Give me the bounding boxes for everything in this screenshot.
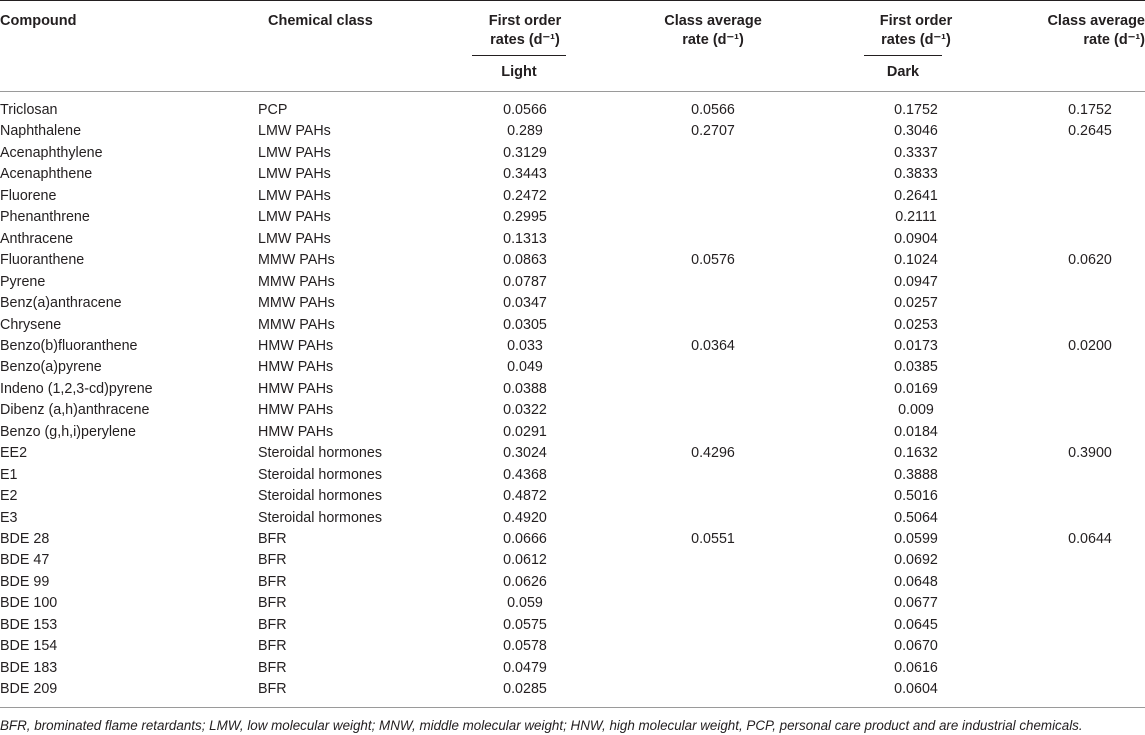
class-cell: MMW PAHs bbox=[258, 252, 335, 269]
class-cell: LMW PAHs bbox=[258, 187, 331, 204]
header-rule bbox=[0, 91, 1145, 92]
light-rate-cell: 0.2995 bbox=[503, 209, 547, 226]
class-cell: BFR bbox=[258, 531, 287, 547]
light-rate-cell: 0.3443 bbox=[503, 166, 547, 183]
header-class-average-light bbox=[648, 12, 778, 50]
compound-cell: Benzo (g,h,i)perylene bbox=[0, 423, 136, 440]
compound-cell: E2 bbox=[0, 488, 18, 505]
dark-rate-cell: 0.0677 bbox=[894, 595, 938, 612]
light-rate-cell: 0.2472 bbox=[503, 187, 547, 204]
dark-rate-cell: 0.0169 bbox=[894, 380, 938, 397]
dark-rate-cell: 0.0257 bbox=[894, 295, 938, 312]
dark-average-cell: 0.0620 bbox=[1068, 252, 1112, 269]
class-cell: BFR bbox=[258, 616, 287, 633]
dark-subheader: Dark bbox=[886, 64, 920, 80]
class-cell: Steroidal hormones bbox=[258, 509, 382, 526]
compound-cell: EE2 bbox=[0, 445, 28, 462]
light-rate-cell: 0.0388 bbox=[503, 380, 547, 397]
table-row bbox=[0, 400, 1145, 421]
table-row bbox=[0, 508, 1145, 529]
light-rate-cell: 0.0666 bbox=[503, 531, 547, 547]
light-rate-cell: 0.059 bbox=[507, 595, 543, 612]
table-row bbox=[0, 593, 1145, 614]
dark-rate-cell: 0.0173 bbox=[894, 337, 938, 354]
dark-rate-cell: 0.2641 bbox=[894, 187, 938, 204]
compound-cell: Pyrene bbox=[0, 273, 46, 290]
compound-cell: BDE 183 bbox=[0, 659, 58, 676]
compound-cell: Chrysene bbox=[0, 316, 62, 333]
table-row bbox=[0, 443, 1145, 464]
light-rate-cell: 0.0863 bbox=[503, 252, 547, 269]
table-row bbox=[0, 315, 1145, 336]
dark-rate-cell: 0.0648 bbox=[894, 573, 938, 590]
class-cell: Steroidal hormones bbox=[258, 445, 382, 462]
header-class-average-dark-line2: rate (d⁻¹) bbox=[1083, 32, 1145, 48]
class-cell: MMW PAHs bbox=[258, 316, 335, 333]
table-row bbox=[0, 658, 1145, 679]
dark-rate-cell: 0.0184 bbox=[894, 423, 938, 440]
compound-cell: Fluorene bbox=[0, 187, 57, 204]
class-cell: HMW PAHs bbox=[258, 359, 334, 376]
header-chemical-class: Chemical class bbox=[268, 13, 373, 29]
light-rate-cell: 0.0626 bbox=[503, 573, 547, 590]
light-average-cell: 0.4296 bbox=[691, 445, 735, 462]
compound-cell: Naphthalene bbox=[0, 123, 82, 140]
class-cell: LMW PAHs bbox=[258, 166, 331, 183]
class-cell: BFR bbox=[258, 659, 287, 676]
light-average-cell: 0.0576 bbox=[691, 252, 735, 269]
compound-cell: Dibenz (a,h)anthracene bbox=[0, 402, 150, 419]
class-cell: BFR bbox=[258, 573, 287, 590]
dark-average-cell: 0.2645 bbox=[1068, 123, 1112, 140]
table-row bbox=[0, 422, 1145, 443]
dark-rate-cell: 0.0616 bbox=[894, 659, 938, 676]
table-row bbox=[0, 465, 1145, 486]
light-rate-cell: 0.049 bbox=[507, 359, 543, 376]
header-class-average-dark-line1: Class average bbox=[1047, 13, 1145, 29]
dark-rate-cell: 0.5064 bbox=[894, 509, 938, 526]
class-cell: HMW PAHs bbox=[258, 380, 334, 397]
dark-rate-cell: 0.0947 bbox=[894, 273, 938, 290]
dark-underline bbox=[864, 55, 942, 56]
table-row bbox=[0, 121, 1145, 142]
header-class-average-light-line1: Class average bbox=[664, 13, 762, 29]
compound-cell: BDE 209 bbox=[0, 681, 58, 698]
compound-cell: BDE 154 bbox=[0, 638, 58, 655]
table-row bbox=[0, 615, 1145, 636]
light-rate-cell: 0.0322 bbox=[503, 402, 547, 419]
table-row bbox=[0, 357, 1145, 378]
table-footnote: BFR, brominated flame retardants; LMW, low molecular weight; MNW, middle molecular weight; HNW, high molecular weight, PCP, personal care product and are industrial chemicals. bbox=[0, 718, 1083, 733]
table-row bbox=[0, 164, 1145, 185]
light-average-cell: 0.0551 bbox=[691, 531, 735, 547]
dark-rate-cell: 0.1752 bbox=[894, 102, 938, 118]
top-rule bbox=[0, 0, 1145, 1]
table-row bbox=[0, 636, 1145, 657]
dark-rate-cell: 0.0692 bbox=[894, 552, 938, 569]
class-cell: Steroidal hormones bbox=[258, 466, 382, 483]
dark-rate-cell: 0.0604 bbox=[894, 681, 938, 698]
table-row bbox=[0, 186, 1145, 207]
dark-rate-cell: 0.0645 bbox=[894, 616, 938, 633]
class-cell: BFR bbox=[258, 552, 287, 569]
table-row bbox=[0, 100, 1145, 121]
dark-rate-cell: 0.0385 bbox=[894, 359, 938, 376]
class-cell: HMW PAHs bbox=[258, 402, 334, 419]
class-cell: LMW PAHs bbox=[258, 144, 331, 161]
light-average-cell: 0.0566 bbox=[691, 102, 735, 118]
compound-cell: Benzo(a)pyrene bbox=[0, 359, 102, 376]
table-row bbox=[0, 143, 1145, 164]
compound-cell: Phenanthrene bbox=[0, 209, 90, 226]
header-first-order-dark-line2: rates (d⁻¹) bbox=[881, 32, 951, 48]
class-cell: HMW PAHs bbox=[258, 423, 334, 440]
dark-rate-cell: 0.0904 bbox=[894, 230, 938, 247]
compound-cell: E1 bbox=[0, 466, 18, 483]
light-underline bbox=[472, 55, 566, 56]
light-subheader: Light bbox=[501, 64, 537, 80]
class-cell: PCP bbox=[258, 102, 288, 118]
class-cell: LMW PAHs bbox=[258, 123, 331, 140]
compound-cell: Anthracene bbox=[0, 230, 74, 247]
class-cell: Steroidal hormones bbox=[258, 488, 382, 505]
dark-rate-cell: 0.3046 bbox=[894, 123, 938, 140]
light-rate-cell: 0.289 bbox=[507, 123, 543, 140]
table-row bbox=[0, 679, 1145, 700]
light-rate-cell: 0.0787 bbox=[503, 273, 547, 290]
header-class-average-dark bbox=[1030, 12, 1145, 50]
class-cell: BFR bbox=[258, 595, 287, 612]
light-rate-cell: 0.3129 bbox=[503, 144, 547, 161]
header-first-order-light bbox=[462, 12, 588, 50]
class-cell: MMW PAHs bbox=[258, 273, 335, 290]
light-rate-cell: 0.1313 bbox=[503, 230, 547, 247]
compound-cell: BDE 99 bbox=[0, 573, 50, 590]
dark-rate-cell: 0.0253 bbox=[894, 316, 938, 333]
dark-rate-cell: 0.0599 bbox=[894, 531, 938, 547]
dark-rate-cell: 0.5016 bbox=[894, 488, 938, 505]
dark-rate-cell: 0.2111 bbox=[895, 209, 937, 226]
light-rate-cell: 0.0566 bbox=[503, 102, 547, 118]
light-rate-cell: 0.0347 bbox=[503, 295, 547, 312]
light-rate-cell: 0.0291 bbox=[503, 423, 547, 440]
class-cell: MMW PAHs bbox=[258, 295, 335, 312]
header-class-average-light-line2: rate (d⁻¹) bbox=[682, 32, 744, 48]
table-row bbox=[0, 486, 1145, 507]
compound-cell: Benz(a)anthracene bbox=[0, 295, 122, 312]
class-cell: BFR bbox=[258, 638, 287, 655]
header-first-order-dark-line1: First order bbox=[879, 13, 953, 29]
dark-average-cell: 0.0644 bbox=[1068, 531, 1112, 547]
compound-cell: Indeno (1,2,3-cd)pyrene bbox=[0, 380, 153, 397]
dark-rate-cell: 0.1024 bbox=[894, 252, 938, 269]
light-rate-cell: 0.0575 bbox=[503, 616, 547, 633]
light-rate-cell: 0.0285 bbox=[503, 681, 547, 698]
dark-rate-cell: 0.3833 bbox=[894, 166, 938, 183]
compound-cell: BDE 28 bbox=[0, 531, 50, 547]
compound-cell: Acenaphthylene bbox=[0, 144, 103, 161]
light-rate-cell: 0.0479 bbox=[503, 659, 547, 676]
light-rate-cell: 0.3024 bbox=[503, 445, 547, 462]
compound-cell: BDE 100 bbox=[0, 595, 58, 612]
dark-rate-cell: 0.3888 bbox=[894, 466, 938, 483]
light-rate-cell: 0.4872 bbox=[503, 488, 547, 505]
class-cell: BFR bbox=[258, 681, 287, 698]
dark-average-cell: 0.0200 bbox=[1068, 337, 1112, 354]
light-rate-cell: 0.0612 bbox=[503, 552, 547, 569]
table-row bbox=[0, 572, 1145, 593]
light-rate-cell: 0.033 bbox=[507, 337, 543, 354]
dark-rate-cell: 0.0670 bbox=[894, 638, 938, 655]
light-average-cell: 0.2707 bbox=[691, 123, 735, 140]
table-row bbox=[0, 550, 1145, 571]
class-cell: HMW PAHs bbox=[258, 337, 334, 354]
light-rate-cell: 0.4920 bbox=[503, 509, 547, 526]
light-rate-cell: 0.0578 bbox=[503, 638, 547, 655]
header-first-order-light-line2: rates (d⁻¹) bbox=[490, 32, 560, 48]
dark-rate-cell: 0.3337 bbox=[894, 144, 938, 161]
compound-cell: Triclosan bbox=[0, 102, 58, 118]
bottom-rule bbox=[0, 707, 1145, 708]
dark-average-cell: 0.1752 bbox=[1068, 102, 1112, 118]
table-row bbox=[0, 207, 1145, 228]
table-row bbox=[0, 229, 1145, 250]
light-average-cell: 0.0364 bbox=[691, 337, 735, 354]
light-rate-cell: 0.0305 bbox=[503, 316, 547, 333]
table-row bbox=[0, 272, 1145, 293]
dark-rate-cell: 0.1632 bbox=[894, 445, 938, 462]
header-first-order-light-line1: First order bbox=[488, 13, 562, 29]
compound-cell: BDE 47 bbox=[0, 552, 50, 569]
header-first-order-dark bbox=[853, 12, 979, 50]
compound-cell: E3 bbox=[0, 509, 18, 526]
dark-average-cell: 0.3900 bbox=[1068, 445, 1112, 462]
table-row bbox=[0, 379, 1145, 400]
table-row bbox=[0, 250, 1145, 271]
table-row bbox=[0, 336, 1145, 357]
dark-rate-cell: 0.009 bbox=[898, 402, 934, 419]
compound-cell: Fluoranthene bbox=[0, 252, 85, 269]
compound-cell: BDE 153 bbox=[0, 616, 58, 633]
compound-cell: Acenaphthene bbox=[0, 166, 93, 183]
light-rate-cell: 0.4368 bbox=[503, 466, 547, 483]
table-row bbox=[0, 293, 1145, 314]
table-row bbox=[0, 529, 1145, 550]
class-cell: LMW PAHs bbox=[258, 230, 331, 247]
compound-cell: Benzo(b)fluoranthene bbox=[0, 337, 138, 354]
header-compound: Compound bbox=[0, 13, 77, 29]
class-cell: LMW PAHs bbox=[258, 209, 331, 226]
